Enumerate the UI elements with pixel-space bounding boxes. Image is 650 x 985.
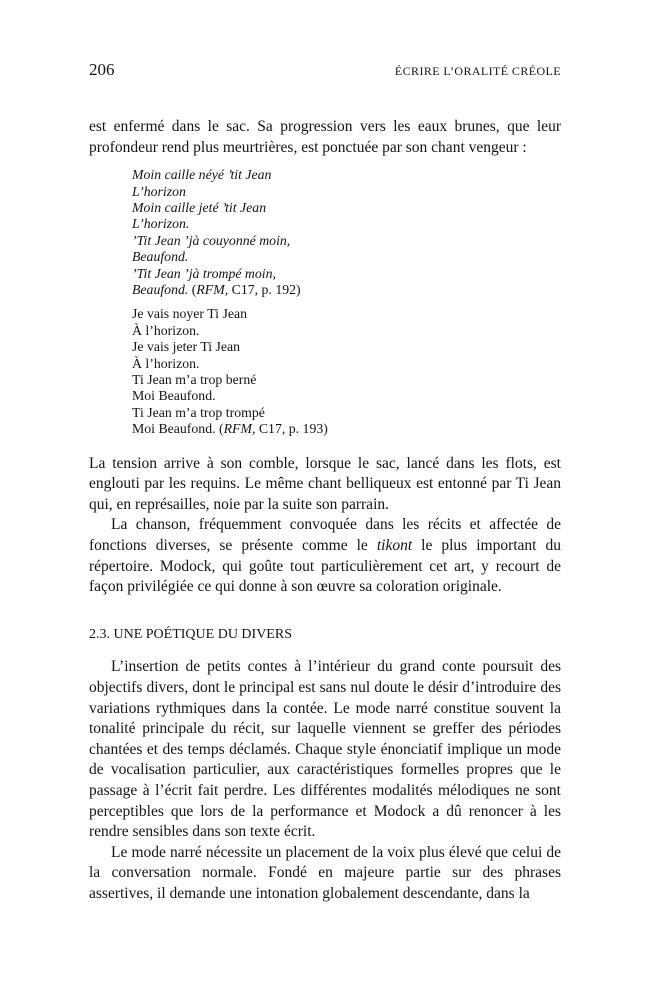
- citation-reference: C17, p. 192): [228, 282, 301, 298]
- body-text: [89, 117, 561, 905]
- tikont-term: tikont: [376, 537, 413, 555]
- tension-paragraph: La tension arrive à son comble, lorsque le sac, lancé dans les flots, est englouti par les requins. Le même chant belliqueux est entonné par Ti Jean qui, en représailles, noie par la suite son parrain.: [89, 454, 561, 513]
- insertion-paragraph: L’insertion de petits contes à l’intérieur du grand conte poursuit des objectifs divers, dont le principal est sans nul doute le désir d’introduire des variations rythmiques dans la contée. Le mode narré constitue souvent la tonalité principale du récit, sur laquelle viennent se greffer des périodes chantées et des temps déclamés. Chaque style énonciatif implique un mode de vocalisation particulier, aux caractéristiques formelles propres que le passage à l’écrit fait perdre. Les différentes modalités mélodiques ne sont perceptibles que lors de la performance et Modock a dû renoncer à les rendre sensibles dans son texte écrit.: [89, 658, 561, 841]
- running-head: [89, 60, 561, 82]
- verse-line: L’horizon.: [132, 216, 190, 232]
- verse-line: Ti Jean m’a trop trompé: [132, 404, 265, 420]
- citation: (RFM, C17, p. 192): [188, 282, 301, 298]
- verse-line: Ti Jean m’a trop berné: [132, 372, 257, 388]
- citation-source: RFM,: [223, 421, 256, 437]
- chanson-text-before: La chanson, fréquemment convoquée dans les récits et affectée de fonctions diverses, se présente comme le: [89, 516, 561, 555]
- verse-line: ’Tit Jean ’jà trompé moin,: [132, 265, 276, 281]
- chanson-text-after: le plus important du répertoire. Modock, qui goûte tout particulièrement cet art, y recourt de façon privilégiée ce qui donne à son œuvre sa coloration originale.: [89, 537, 562, 596]
- verse-line: Moin caille néyé ’tit Jean: [132, 167, 272, 183]
- verse-line: Je vais noyer Ti Jean: [132, 306, 247, 322]
- verse-line: Moi Beaufond.: [132, 388, 216, 404]
- citation-reference: C17, p. 193): [255, 421, 328, 437]
- running-title: ÉCRIRE L’ORALITÉ CRÉOLE: [394, 64, 561, 78]
- verse-line: À l’horizon.: [132, 355, 200, 371]
- book-page: [89, 0, 561, 985]
- creole-song-verse: [132, 167, 561, 298]
- verse-line: Beaufond.: [132, 249, 189, 265]
- verse-line: Moin caille jeté ’tit Jean: [132, 200, 267, 215]
- mode-narre-paragraph: Le mode narré nécessite un placement de la voix plus élevé que celui de la conversation normale. Fondé en majeure partie sur des phrases assertives, il demande une intonation globalement descendante, dans la: [89, 843, 561, 902]
- verse-line: L’horizon: [132, 183, 186, 199]
- verse-line-with-citation: [132, 282, 561, 298]
- chanson-paragraph: [89, 515, 561, 597]
- verse-line-text: Moi Beaufond. (: [132, 421, 224, 437]
- page-number: 206: [89, 60, 115, 79]
- verse-line-with-citation: [132, 421, 561, 437]
- verse-line: À l’horizon.: [132, 322, 200, 338]
- section-heading: 2.3. UNE POÉTIQUE DU DIVERS: [89, 626, 292, 642]
- verse-line: ’Tit Jean ’jà couyonné moin,: [132, 232, 291, 248]
- verse-line: Je vais jeter Ti Jean: [132, 339, 241, 355]
- verse-line-text: Beaufond.: [132, 282, 189, 298]
- citation-source: RFM,: [196, 282, 229, 298]
- intro-paragraph: est enfermé dans le sac. Sa progression vers les eaux brunes, que leur profondeur rend plus meurtrières, est ponctuée par son chant vengeur :: [89, 118, 561, 156]
- french-song-verse: [132, 306, 561, 437]
